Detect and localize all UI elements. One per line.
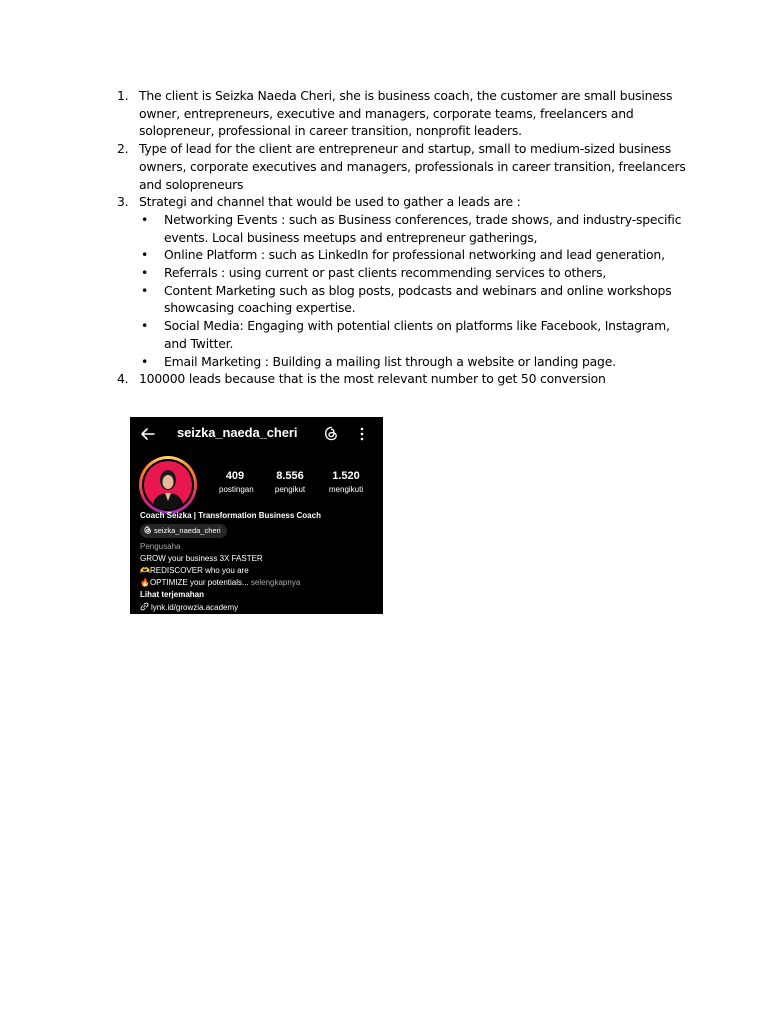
followers-count: 8.556 xyxy=(276,470,304,482)
list-number: 3. xyxy=(117,194,129,210)
posts-stat[interactable] xyxy=(219,470,254,494)
bullet-dot: • xyxy=(141,247,149,263)
item-line: and solopreneurs xyxy=(139,176,244,192)
document-body xyxy=(117,87,687,388)
bullet-dot: • xyxy=(141,353,149,369)
profile-category: Pengusaha xyxy=(140,542,181,551)
profile-link-text: lynk.id/growzia.academy xyxy=(151,603,239,612)
see-more-link[interactable]: selengkapnya xyxy=(250,578,301,587)
profile-full-name: Coach Seizka | Transformation Business Coach xyxy=(140,511,321,520)
posts-label: postingan xyxy=(219,485,254,494)
item-line: solopreneur, professional in career transition, nonprofit leaders. xyxy=(139,123,522,139)
threads-icon[interactable] xyxy=(324,426,339,441)
bullet-line: Email Marketing : Building a mailing list through a website or landing page. xyxy=(164,353,616,369)
person-silhouette-icon xyxy=(144,461,192,509)
following-count: 1.520 xyxy=(332,470,360,482)
list-number: 2. xyxy=(117,141,129,157)
bullet-line: showcasing coaching expertise. xyxy=(164,300,356,316)
threads-icon xyxy=(144,526,152,534)
bullet-dot: • xyxy=(141,318,149,334)
item-line: owner, entrepreneurs, executive and managers, corporate teams, freelancers and xyxy=(139,105,634,121)
list-item-1 xyxy=(117,87,687,140)
profile-username: seizka_naeda_cheri xyxy=(177,425,298,440)
posts-count: 409 xyxy=(225,470,245,482)
following-stat[interactable] xyxy=(325,470,367,494)
bullet-item xyxy=(117,211,687,246)
item-line: Type of lead for the client are entrepreneur and startup, small to medium-sized business xyxy=(139,141,672,157)
avatar-photo xyxy=(144,461,192,509)
bullet-line: events. Local business meetups and entrepreneur gatherings, xyxy=(164,229,538,245)
bullet-item xyxy=(117,317,687,352)
list-item-4 xyxy=(117,370,687,388)
bio-line-3: 🔥OPTIMIZE your potentials... xyxy=(140,578,249,587)
bullet-dot: • xyxy=(141,211,149,227)
bullet-item xyxy=(117,353,687,371)
instagram-profile-screenshot xyxy=(130,417,383,614)
bullet-item xyxy=(117,246,687,264)
list-item-3 xyxy=(117,193,687,211)
item-line: owners, corporate executives and managers, professionals in career transition, freelancers xyxy=(139,158,686,174)
bullet-item xyxy=(117,264,687,282)
bullet-line: Referrals : using current or past clients recommending services to others, xyxy=(164,265,607,281)
bio-line-2: 🫶REDISCOVER who you are xyxy=(140,566,249,575)
bio-line-1: GROW your business 3X FASTER xyxy=(140,554,263,563)
item-line: The client is Seizka Naeda Cheri, she is business coach, the customer are small business xyxy=(139,88,673,103)
threads-handle: seizka_naeda_cheri xyxy=(154,526,221,535)
bullet-dot: • xyxy=(141,282,149,298)
followers-label: pengikut xyxy=(274,485,306,494)
avatar-story-ring[interactable] xyxy=(139,456,197,514)
bullet-line: Networking Events : such as Business conferences, trade shows, and industry-specific xyxy=(164,211,682,227)
more-vertical-icon[interactable] xyxy=(359,426,365,442)
bio-line-3-wrapper xyxy=(140,578,300,587)
link-icon xyxy=(140,602,149,611)
bullet-line: Content Marketing such as blog posts, podcasts and webinars and online workshops xyxy=(164,282,672,298)
bullet-line: and Twitter. xyxy=(164,335,234,351)
strategy-bullet-list xyxy=(117,211,687,370)
list-item-2 xyxy=(117,140,687,193)
bullet-line: Social Media: Engaging with potential clients on platforms like Facebook, Instagram, xyxy=(164,318,670,334)
bullet-line: Online Platform : such as LinkedIn for professional networking and lead generation, xyxy=(164,247,665,263)
list-number: 1. xyxy=(117,88,129,103)
threads-badge[interactable] xyxy=(140,524,227,538)
following-label: mengikuti xyxy=(328,485,364,494)
back-arrow-icon[interactable] xyxy=(140,426,156,442)
list-number: 4. xyxy=(117,371,129,387)
item-line: Strategi and channel that would be used to gather a leads are : xyxy=(139,194,521,210)
bullet-dot: • xyxy=(141,265,149,281)
bullet-item xyxy=(117,282,687,317)
see-translation-link[interactable]: Lihat terjemahan xyxy=(140,590,205,599)
item-line: 100000 leads because that is the most relevant number to get 50 conversion xyxy=(139,371,606,387)
profile-link[interactable] xyxy=(140,602,238,612)
avatar xyxy=(142,459,194,511)
followers-stat[interactable] xyxy=(272,470,308,494)
